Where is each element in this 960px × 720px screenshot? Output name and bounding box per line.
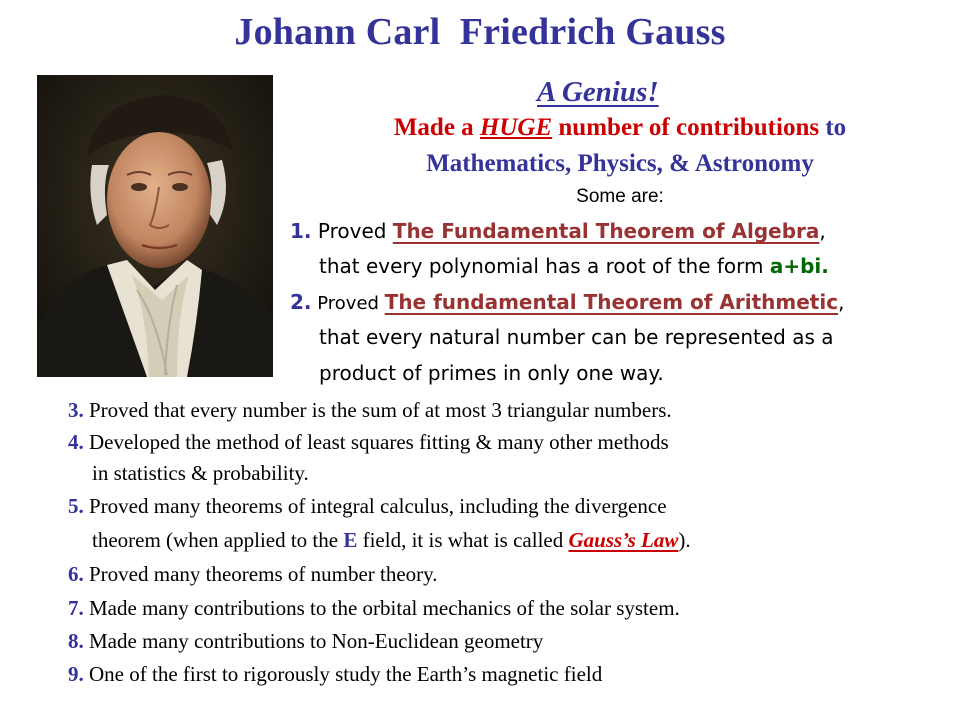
item-1-suffix: , — [819, 219, 826, 243]
item-8-number: 8. — [68, 629, 84, 653]
item-3 — [68, 398, 672, 423]
item-4 — [68, 430, 669, 455]
intro-number-of: number of contributions — [552, 114, 820, 141]
gauss-portrait — [37, 75, 273, 377]
item-1-prefix: Proved — [311, 219, 393, 243]
item-1-number: 1. — [290, 219, 312, 243]
item-8 — [68, 629, 543, 654]
item-6 — [68, 562, 438, 587]
genius-heading: A Genius! — [537, 76, 659, 108]
item-9-number: 9. — [68, 662, 84, 686]
item-2-line-2: that every natural number can be represented as a — [319, 325, 834, 349]
item-6-number: 6. — [68, 562, 84, 586]
item-7 — [68, 596, 680, 621]
item-4-number: 4. — [68, 430, 84, 454]
item-3-text: Proved that every number is the sum of at most 3 triangular numbers. — [83, 398, 672, 422]
item-2-line-1 — [290, 290, 844, 314]
item-9-text: One of the first to rigorously study the Earth’s magnetic field — [83, 662, 603, 686]
item-2-number: 2. — [290, 290, 312, 314]
item-4-text: Developed the method of least squares fitting & many other methods — [83, 430, 669, 454]
intro-to: to — [819, 114, 847, 141]
item-7-text: Made many contributions to the orbital mechanics of the solar system. — [83, 596, 680, 620]
item-1-desc: that every polynomial has a root of the form — [319, 254, 770, 278]
item-2-prefix: Proved — [311, 293, 385, 314]
item-9 — [68, 662, 602, 687]
intro-made-a: Made a — [393, 114, 480, 141]
page-title: Johann Carl Friedrich Gauss — [234, 11, 726, 53]
item-3-number: 3. — [68, 398, 84, 422]
fundamental-theorem-algebra-link[interactable]: The Fundamental Theorem of Algebra — [392, 219, 820, 243]
some-are-label: Some are: — [576, 186, 664, 207]
gauss-law-link[interactable]: Gauss’s Law — [568, 528, 679, 552]
item-5-cont-c: ). — [678, 528, 691, 552]
item-5 — [68, 494, 667, 519]
contributions-line-2: Mathematics, Physics, & Astronomy — [426, 150, 814, 177]
item-1-line-2 — [319, 254, 829, 278]
item-4-cont: in statistics & probability. — [92, 461, 309, 485]
fundamental-theorem-arithmetic-link[interactable]: The fundamental Theorem of Arithmetic — [384, 290, 839, 314]
contributions-line-1 — [280, 114, 960, 142]
item-7-number: 7. — [68, 596, 84, 620]
item-1-line-1 — [290, 219, 826, 243]
item-2-line-3: product of primes in only one way. — [319, 361, 664, 385]
e-field-symbol: E — [343, 528, 358, 552]
item-1-abi: a+bi. — [769, 254, 829, 278]
intro-huge: HUGE — [479, 114, 553, 141]
item-6-text: Proved many theorems of number theory. — [83, 562, 438, 586]
item-5-number: 5. — [68, 494, 84, 518]
item-2-suffix: , — [838, 290, 845, 314]
item-5-text: Proved many theorems of integral calculus, including the divergence — [83, 494, 667, 518]
item-5-cont-a: theorem (when applied to the — [92, 528, 344, 552]
item-5-cont-b: field, it is what is called — [357, 528, 569, 552]
item-8-text: Made many contributions to Non-Euclidean geometry — [83, 629, 544, 653]
item-5-cont — [92, 528, 691, 553]
